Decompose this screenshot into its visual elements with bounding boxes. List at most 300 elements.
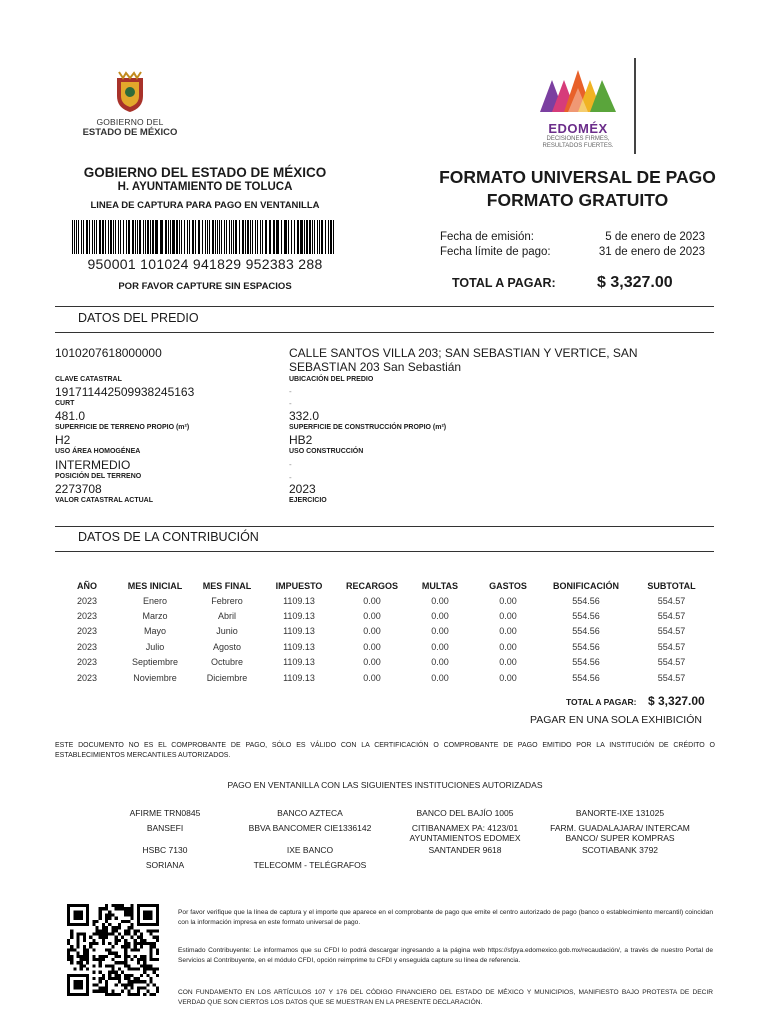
qr-module	[86, 917, 89, 920]
barcode-bar	[284, 220, 287, 254]
empty-value: -	[289, 473, 292, 482]
qr-module	[99, 929, 102, 932]
qr-module	[102, 929, 105, 932]
qr-module	[124, 942, 127, 945]
qr-module	[127, 974, 130, 977]
qr-module	[115, 929, 118, 932]
qr-module	[99, 977, 102, 980]
barcode-bar	[221, 220, 222, 254]
bank-item: BBVA BANCOMER CIE1336142	[248, 823, 372, 833]
qr-module	[149, 967, 152, 970]
qr-module	[121, 983, 124, 986]
qr-module	[137, 904, 140, 907]
qr-module	[86, 993, 89, 996]
qr-module	[86, 986, 89, 989]
qr-module	[111, 967, 114, 970]
qr-module	[70, 958, 73, 961]
title-line2: FORMATO GRATUITO	[486, 190, 669, 210]
bank-item: IXE BANCO	[286, 845, 334, 855]
qr-module	[143, 955, 146, 958]
qr-module	[70, 929, 73, 932]
cell: 0.00	[499, 641, 517, 652]
qr-module	[111, 952, 114, 955]
qr-module	[127, 977, 130, 980]
barcode-bar	[212, 220, 214, 254]
barcode-bar	[321, 220, 323, 254]
table-row	[58, 639, 713, 654]
qr-module	[149, 933, 152, 936]
qr-module	[146, 974, 149, 977]
qr-module	[105, 983, 108, 986]
barcode-bar	[255, 220, 256, 254]
qr-module	[96, 942, 99, 945]
qr-module	[115, 961, 118, 964]
qr-module	[118, 955, 121, 958]
qr-module	[156, 904, 159, 907]
qr-module	[153, 923, 156, 926]
qr-module	[86, 952, 89, 955]
qr-module	[99, 964, 102, 967]
qr-module	[83, 993, 86, 996]
qr-module	[140, 980, 143, 983]
qr-module	[118, 967, 121, 970]
coat-of-arms-icon	[113, 70, 147, 114]
barcode-bar	[128, 220, 130, 254]
cell: 554.57	[657, 626, 686, 637]
qr-module	[77, 945, 80, 948]
qr-module	[134, 967, 137, 970]
qr-module	[83, 958, 86, 961]
cell: Octubre	[210, 657, 243, 668]
barcode-bar	[260, 220, 261, 254]
qr-module	[127, 920, 130, 923]
qr-module	[143, 961, 146, 964]
qr-module	[102, 955, 105, 958]
qr-module	[137, 980, 140, 983]
qr-module	[118, 974, 121, 977]
qr-module	[80, 980, 83, 983]
barcode-bar	[192, 220, 194, 254]
qr-module	[124, 974, 127, 977]
cell: 0.00	[431, 611, 449, 622]
qr-module	[105, 914, 108, 917]
qr-module	[102, 926, 105, 929]
divider	[55, 526, 714, 527]
barcode-bar	[165, 220, 167, 254]
qr-module	[149, 910, 152, 913]
barcode-bar	[139, 220, 141, 254]
qr-module	[149, 945, 152, 948]
qr-module	[130, 986, 133, 989]
cell: 0.00	[499, 611, 517, 622]
qr-module	[102, 907, 105, 910]
qr-module	[124, 955, 127, 958]
qr-module	[140, 904, 143, 907]
qr-module	[137, 910, 140, 913]
qr-module	[67, 917, 70, 920]
barcode-bar	[108, 220, 109, 254]
qr-module	[73, 910, 76, 913]
qr-module	[96, 933, 99, 936]
qr-module	[111, 933, 114, 936]
qr-module	[130, 974, 133, 977]
qr-module	[140, 986, 143, 989]
qr-module	[80, 923, 83, 926]
qr-module	[80, 961, 83, 964]
cell: Marzo	[142, 611, 168, 622]
qr-module	[99, 961, 102, 964]
qr-module	[156, 923, 159, 926]
cell: 0.00	[431, 672, 449, 683]
qr-module	[146, 983, 149, 986]
qr-module	[124, 964, 127, 967]
seal-line2: ESTADO DE MÉXICO	[82, 127, 178, 138]
cell: 0.00	[499, 672, 517, 683]
qr-module	[146, 964, 149, 967]
barcode-bar	[198, 220, 200, 254]
barcode-bar	[96, 220, 97, 254]
table-row	[58, 655, 713, 670]
contribution-total-value: $ 3,327.00	[648, 694, 705, 708]
barcode-bar	[229, 220, 230, 254]
qr-module	[86, 907, 89, 910]
barcode-bar	[330, 220, 332, 254]
qr-module	[156, 939, 159, 942]
total-label: TOTAL A PAGAR:	[452, 276, 556, 290]
barcode-bar	[217, 220, 218, 254]
uso-label: USO CONSTRUCCIÓN	[289, 448, 364, 455]
cell: 554.57	[657, 641, 686, 652]
qr-module	[140, 955, 143, 958]
qr-module	[86, 914, 89, 917]
limite-value: 31 de enero de 2023	[598, 246, 705, 258]
barcode-bar	[145, 220, 146, 254]
qr-module	[80, 904, 83, 907]
qr-module	[73, 993, 76, 996]
cell: 0.00	[363, 657, 381, 668]
qr-module	[102, 936, 105, 939]
qr-module	[70, 923, 73, 926]
qr-module	[143, 910, 146, 913]
qr-module	[156, 948, 159, 951]
clave-value: 1010207618000000	[55, 346, 162, 360]
qr-module	[83, 945, 86, 948]
barcode-bar	[76, 220, 77, 254]
barcode-bar	[72, 220, 73, 254]
edomex-logo	[535, 66, 621, 150]
cell: 554.57	[657, 611, 686, 622]
qr-module	[124, 920, 127, 923]
table-row	[58, 624, 713, 639]
qr-module	[77, 986, 80, 989]
total-value: $ 3,327.00	[597, 274, 673, 291]
qr-module	[96, 929, 99, 932]
col-header: GASTOS	[489, 580, 527, 591]
qr-module	[137, 986, 140, 989]
qr-module	[67, 990, 70, 993]
footer-cfdi-note: Estimado Contribuyente: Le informamos que su CFDI lo podrá descargar ingresando a la página web https://sfpya.edomexico.gob.mx/recaudación/, a través de nuestro Portal de Servicios al Contribuyente, en el módulo CFDI, opción reimprime tu CFDI y enseguida capture su línea de referencia.	[178, 947, 713, 964]
footer-legal-declaration: CON FUNDAMENTO EN LOS ARTÍCULOS 107 Y 176 DEL CÓDIGO FINANCIERO DEL ESTADO DE MÉXICO Y MUNICIPIOS, MANIFIESTO BAJO PROTESTA DE DECIR VERDAD QUE SON CIERTOS LOS DATOS QUE SE MUESTRAN EN LA PRESENTE DECLARACIÓN.	[178, 989, 713, 1006]
curt-label: CURT	[55, 400, 75, 407]
cell: 0.00	[431, 657, 449, 668]
barcode-bar	[126, 220, 127, 254]
qr-module	[77, 974, 80, 977]
qr-module	[67, 986, 70, 989]
barcode-bar	[147, 220, 149, 254]
edomex-m-icon	[538, 66, 618, 114]
barcode-bar	[115, 220, 116, 254]
document-title	[425, 166, 730, 212]
qr-module	[92, 942, 95, 945]
qr-module	[99, 936, 102, 939]
emision-label: Fecha de emisión:	[440, 231, 534, 243]
barcode-bar	[160, 220, 163, 254]
qr-module	[137, 929, 140, 932]
qr-module	[67, 904, 70, 907]
cell: 554.56	[572, 595, 600, 606]
edomex-brand: EDOMÉX	[548, 121, 608, 136]
barcode-bar	[113, 220, 114, 254]
ubicacion-label: UBICACIÓN DEL PREDIO	[289, 376, 374, 383]
qr-module	[124, 958, 127, 961]
qr-module	[86, 923, 89, 926]
homogenea-value: H2	[55, 433, 71, 447]
bank-item: TELECOMM - TELÉGRAFOS	[253, 860, 367, 870]
divider	[55, 332, 714, 333]
qr-module	[146, 923, 149, 926]
qr-module	[143, 923, 146, 926]
logo-divider	[634, 58, 636, 154]
qr-module	[121, 907, 124, 910]
qr-module	[105, 990, 108, 993]
qr-module	[156, 990, 159, 993]
qr-module	[92, 948, 95, 951]
qr-module	[115, 917, 118, 920]
qr-module	[127, 907, 130, 910]
barcode-bar	[135, 220, 136, 254]
qr-module	[86, 983, 89, 986]
qr-module	[137, 993, 140, 996]
qr-module	[67, 939, 70, 942]
limite-label: Fecha límite de pago:	[440, 246, 551, 258]
barcode-bar	[309, 220, 311, 254]
cell: Abril	[217, 611, 236, 622]
cell: 554.57	[657, 672, 686, 683]
qr-module	[99, 955, 102, 958]
qr-module	[156, 914, 159, 917]
qr-module	[153, 936, 156, 939]
qr-module	[130, 948, 133, 951]
barcode-bar	[78, 220, 79, 254]
qr-module	[124, 929, 127, 932]
barcode-bar	[105, 220, 106, 254]
barcode-bar	[294, 220, 295, 254]
qr-module	[153, 929, 156, 932]
qr-module	[92, 933, 95, 936]
cell: 0.00	[363, 611, 381, 622]
barcode-bar	[231, 220, 232, 254]
bank-item: SANTANDER 9618	[428, 845, 502, 855]
qr-module	[156, 929, 159, 932]
qr-module	[124, 910, 127, 913]
qr-module	[83, 933, 86, 936]
qr-module	[80, 914, 83, 917]
qr-module	[111, 958, 114, 961]
qr-module	[70, 948, 73, 951]
bank-item: CITIBANAMEX PA: 4123/01 AYUNTAMIENTOS EDOMEX	[409, 823, 521, 843]
qr-module	[70, 904, 73, 907]
cell: 1109.13	[283, 641, 315, 652]
cell: Septiembre	[131, 657, 179, 668]
ejercicio-label: EJERCICIO	[289, 497, 327, 504]
barcode-bar	[265, 220, 267, 254]
qr-module	[105, 936, 108, 939]
qr-module	[130, 926, 133, 929]
barcode-bar	[273, 220, 275, 254]
barcode-bar	[202, 220, 203, 254]
qr-module	[137, 907, 140, 910]
qr-module	[92, 964, 95, 967]
cell: Mayo	[143, 626, 166, 637]
qr-module	[118, 939, 121, 942]
qr-module	[102, 958, 105, 961]
qr-module	[108, 971, 111, 974]
qr-module	[146, 910, 149, 913]
qr-module	[153, 904, 156, 907]
qr-module	[115, 939, 118, 942]
barcode-bar	[155, 220, 158, 254]
qr-module	[140, 923, 143, 926]
contribution-total-label: TOTAL A PAGAR:	[566, 697, 637, 707]
qr-module	[127, 964, 130, 967]
cell: 554.56	[572, 626, 600, 637]
barcode-bar	[235, 220, 237, 254]
qr-module	[134, 945, 137, 948]
col-header: MULTAS	[421, 580, 459, 591]
dates-block	[440, 230, 705, 260]
qr-module	[105, 948, 108, 951]
qr-module	[146, 929, 149, 932]
qr-module	[143, 958, 146, 961]
qr-module	[80, 986, 83, 989]
qr-module	[127, 980, 130, 983]
cell: 554.56	[572, 641, 600, 652]
empty-value: -	[289, 387, 292, 396]
barcode-bar	[304, 220, 305, 254]
qr-module	[137, 967, 140, 970]
cell: 2023	[76, 611, 98, 622]
barcode-bar	[233, 220, 234, 254]
qr-module	[102, 939, 105, 942]
barcode-bar	[215, 220, 216, 254]
qr-module	[156, 986, 159, 989]
qr-module	[67, 923, 70, 926]
qr-module	[115, 993, 118, 996]
qr-module	[83, 923, 86, 926]
qr-module	[99, 958, 102, 961]
qr-module	[111, 971, 114, 974]
qr-module	[124, 914, 127, 917]
emision-value: 5 de enero de 2023	[605, 231, 705, 243]
barcode-bar	[312, 220, 313, 254]
qr-module	[99, 986, 102, 989]
barcode-bar	[150, 220, 151, 254]
qr-module	[70, 955, 73, 958]
qr-module	[127, 933, 130, 936]
qr-module	[121, 936, 124, 939]
qr-module	[153, 942, 156, 945]
qr-module	[108, 923, 111, 926]
qr-module	[146, 904, 149, 907]
qr-module	[130, 993, 133, 996]
barcode-bar	[291, 220, 292, 254]
qr-module	[108, 914, 111, 917]
qr-module	[127, 929, 130, 932]
qr-module	[130, 907, 133, 910]
qr-module	[137, 920, 140, 923]
col-header: SUBTOTAL	[647, 580, 696, 591]
cell: 0.00	[499, 626, 517, 637]
table-row	[58, 670, 713, 685]
table-row	[58, 593, 713, 608]
qr-module	[149, 964, 152, 967]
qr-module	[130, 980, 133, 983]
barcode-bar	[89, 220, 90, 254]
qr-module	[127, 926, 130, 929]
qr-module	[83, 952, 86, 955]
qr-module	[140, 939, 143, 942]
qr-module	[99, 910, 102, 913]
qr-module	[83, 904, 86, 907]
barcode-bar	[242, 220, 244, 254]
terreno-label: SUPERFICIE DE TERRENO PROPIO (m²)	[55, 424, 190, 431]
barcode-bar	[172, 220, 175, 254]
valor-label: VALOR CATASTRAL ACTUAL	[55, 497, 153, 504]
cell: 1109.13	[283, 626, 315, 637]
qr-module	[143, 986, 146, 989]
qr-module	[102, 942, 105, 945]
cell: 2023	[76, 657, 98, 668]
qr-module	[140, 933, 143, 936]
qr-module	[130, 983, 133, 986]
qr-module	[137, 942, 140, 945]
barcode-bar	[224, 220, 225, 254]
qr-module	[67, 993, 70, 996]
qr-module	[115, 952, 118, 955]
qr-module	[156, 952, 159, 955]
qr-module	[121, 945, 124, 948]
qr-module	[108, 974, 111, 977]
qr-module	[121, 961, 124, 964]
qr-module	[134, 948, 137, 951]
qr-module	[127, 993, 130, 996]
qr-module	[77, 939, 80, 942]
qr-module	[124, 933, 127, 936]
qr-module	[137, 917, 140, 920]
barcode-bar	[239, 220, 240, 254]
valor-value: 2273708	[55, 482, 102, 496]
qr-module	[134, 993, 137, 996]
bank-item: BANSEFI	[146, 823, 184, 833]
edomex-tagline-1: DECISIONES FIRMES,	[546, 136, 610, 142]
qr-module	[156, 910, 159, 913]
qr-module	[115, 907, 118, 910]
estado-mexico-seal	[82, 70, 178, 138]
qr-module	[143, 980, 146, 983]
divider	[55, 306, 714, 307]
qr-module	[124, 952, 127, 955]
qr-module	[105, 964, 108, 967]
